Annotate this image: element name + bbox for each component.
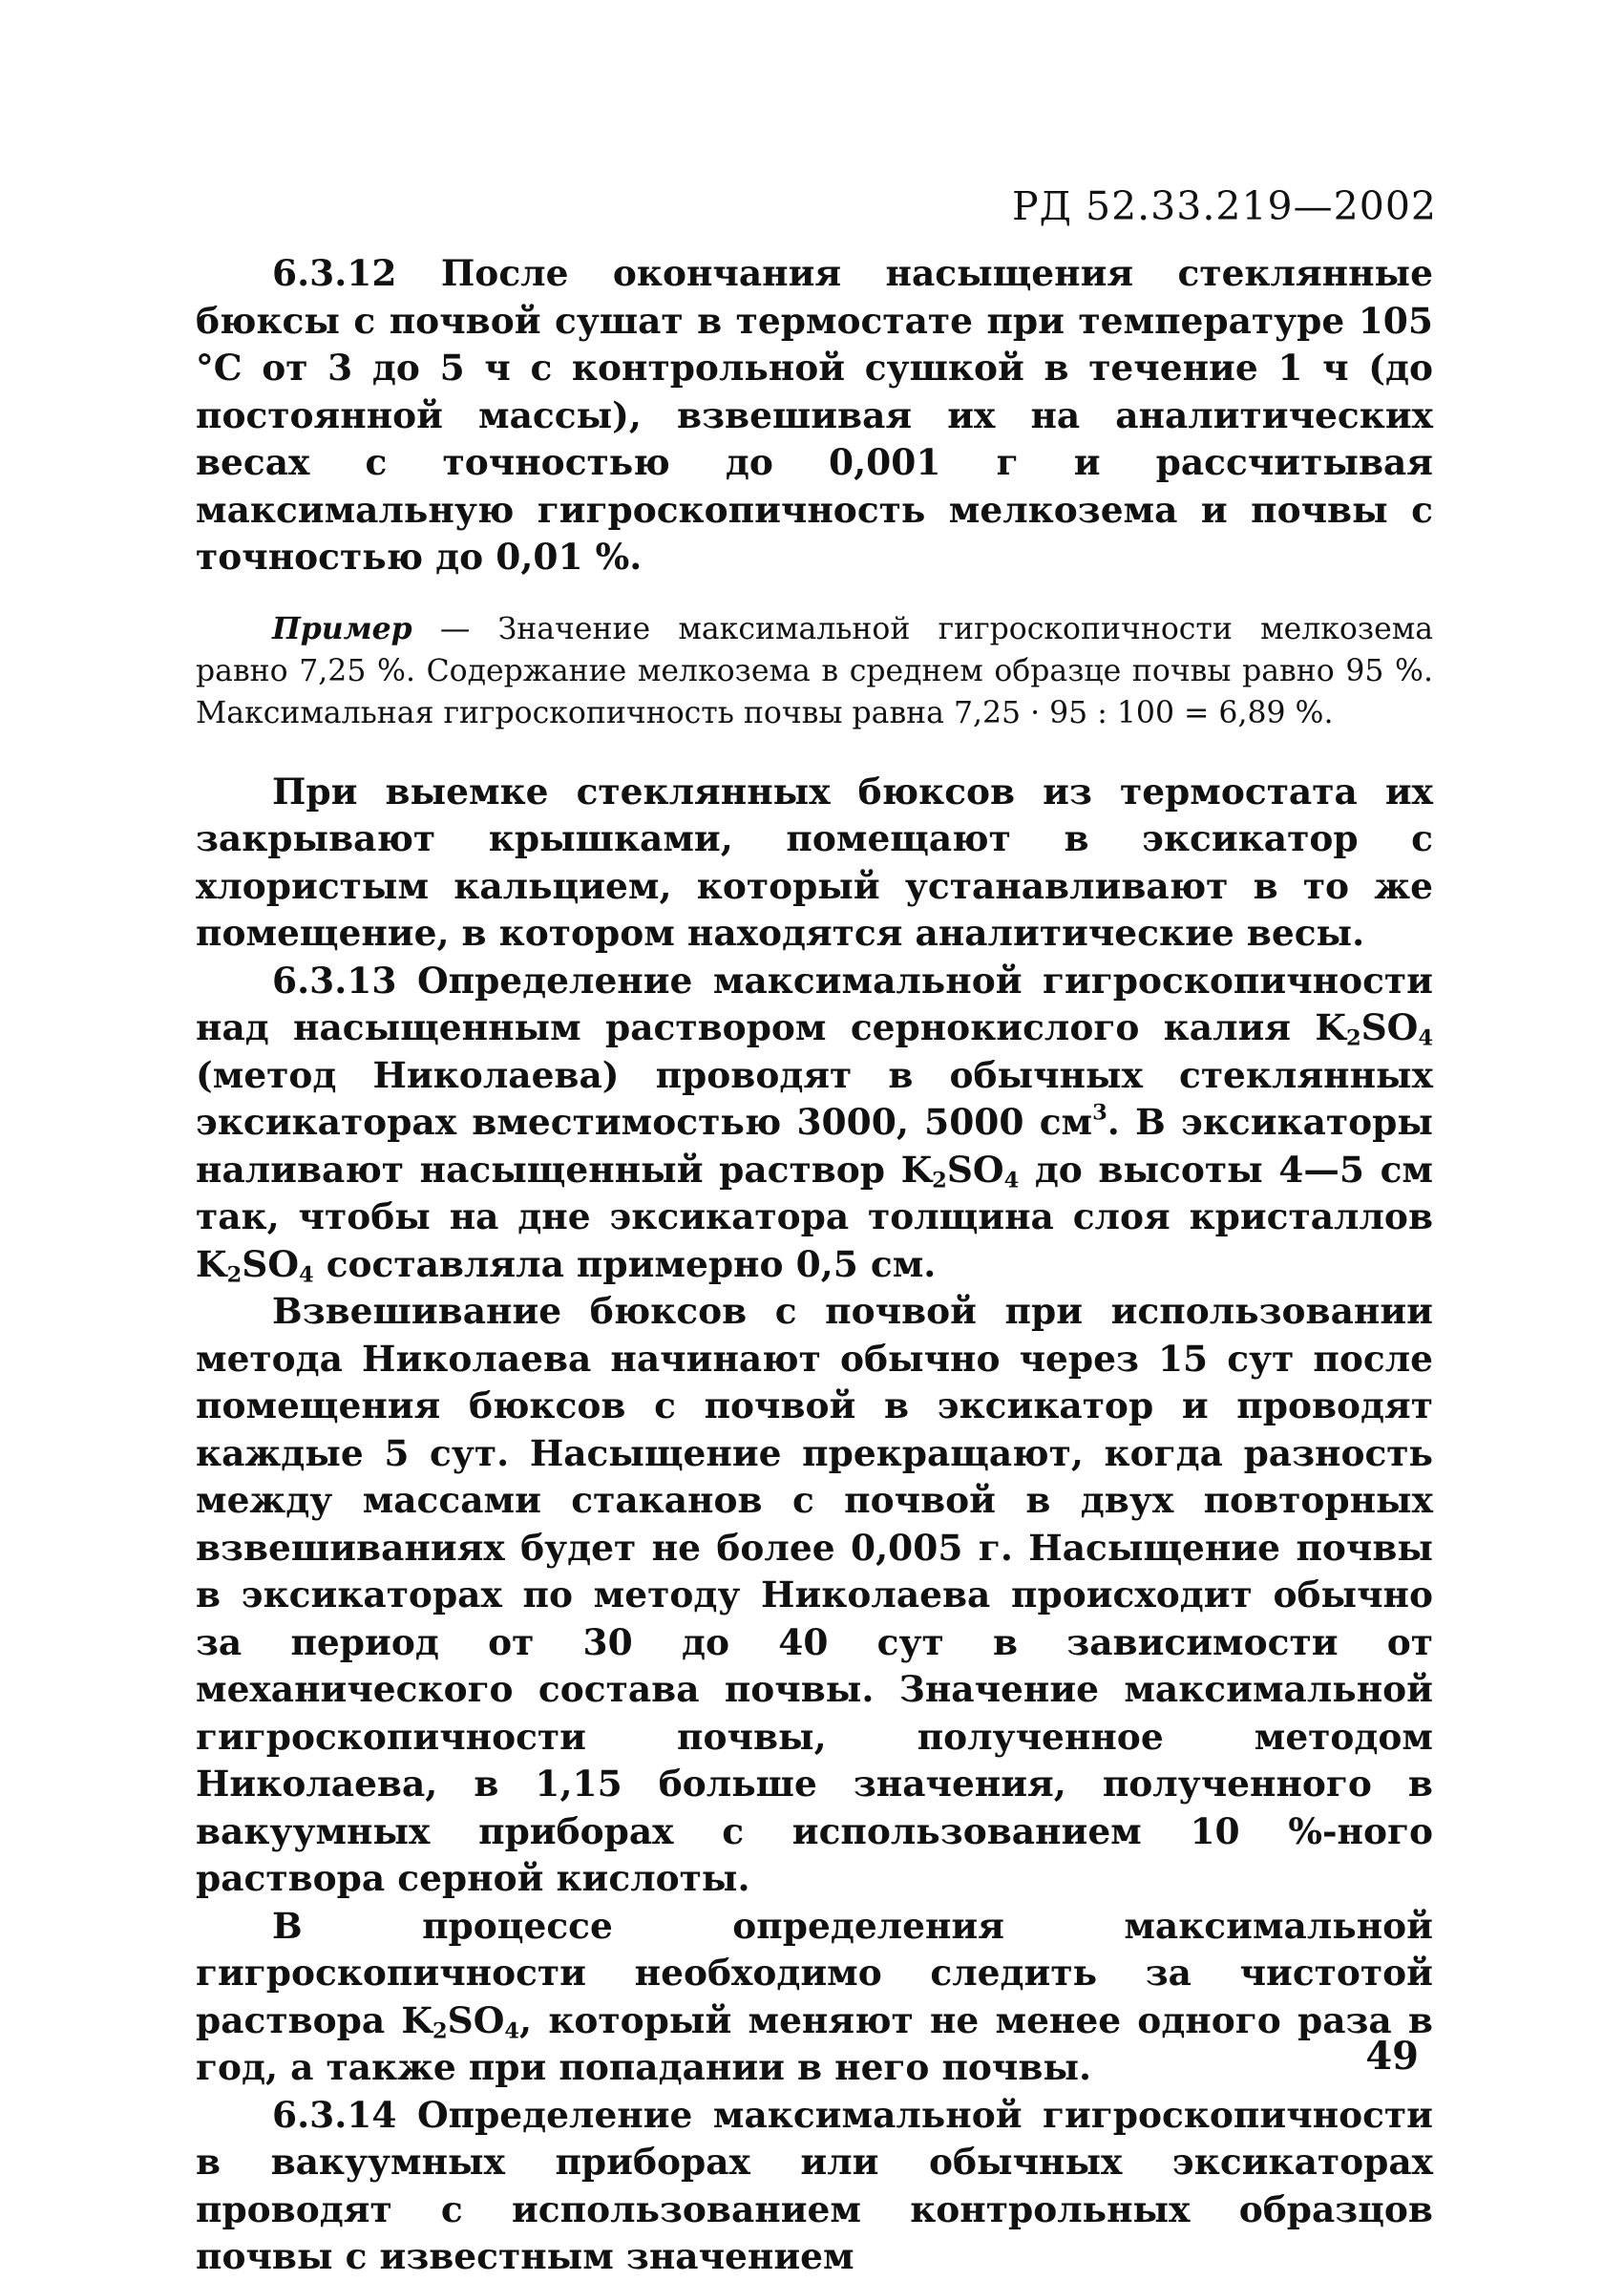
text-run: 6.3.13 Определение максимальной гигроскопичности над насыщенным раствором сернокислого калия K bbox=[196, 959, 1433, 1048]
text-run: SO bbox=[1360, 1006, 1419, 1048]
subscript: 4 bbox=[299, 1262, 314, 1288]
text-run: составляла примерно 0,5 см. bbox=[313, 1242, 937, 1285]
page-number: 49 bbox=[1365, 2034, 1419, 2079]
text-run: SO bbox=[447, 1998, 505, 2041]
subscript: 4 bbox=[1418, 1025, 1433, 1051]
text-run: до высоты 4—5 см так, чтобы на дне эксикатора толщина слоя кристаллов K bbox=[196, 1148, 1433, 1285]
subscript: 4 bbox=[504, 2018, 520, 2044]
subscript: 2 bbox=[932, 1168, 947, 1193]
document-body bbox=[196, 250, 1433, 2281]
subscript: 2 bbox=[1345, 1025, 1361, 1051]
text-run: SO bbox=[946, 1148, 1004, 1191]
example-text: — Значение максимальной гигроскопичности мелкозема равно 7,25 %. Содержание мелкозема в среднем образце почвы равно 95 %. Максимальная гигроскопичность почвы равна 7,25 · 95 : 100 = 6,89 %. bbox=[196, 611, 1433, 730]
superscript: 3 bbox=[1092, 1100, 1107, 1126]
subscript: 4 bbox=[1003, 1168, 1020, 1193]
text-run: В процессе определения максимальной гигроскопичности необходимо следить за чистотой раствора K bbox=[196, 1904, 1433, 2041]
example-block bbox=[196, 608, 1433, 734]
paragraph-6-3-13 bbox=[196, 958, 1433, 1289]
paragraph-weighing: Взвешивание бюксов с почвой при использовании метода Николаева начинают обычно через 15 сут после помещения бюксов с почвой в эксикатор и проводят каждые 5 сут. Насыщение прекращают, когда разность между массами стаканов с почвой в двух повторных взвешиваниях будет не более 0,005 г. Насыщение почвы в эксикаторах по методу Николаева происходит обычно за период от 30 до 40 сут в зависимости от механического состава почвы. Значение максимальной гигроскопичности почвы, полученное методом Николаева, в 1,15 больше значения, полученного в вакуумных приборах с использованием 10 %-ного раствора серной кислоты. bbox=[196, 1290, 1433, 1899]
paragraph-6-3-12: 6.3.12 После окончания насыщения стеклянные бюксы с почвой сушат в термостате при температуре 105 °С от 3 до 5 ч с контрольной сушкой в течение 1 ч (до постоянной массы), взвешивая их на аналитических весах с точностью до 0,001 г и рассчитывая максимальную гигроскопичность мелкозема и почвы с точностью до 0,01 %. bbox=[196, 252, 1433, 578]
paragraph-solution-purity bbox=[196, 1903, 1433, 2092]
paragraph-desiccator: При выемке стеклянных бюксов из термостата их закрывают крышками, помещают в эксикатор с хлористым кальцием, который устанавливают в то же помещение, в котором находятся аналитические весы. bbox=[196, 770, 1433, 954]
paragraph-6-3-14: 6.3.14 Определение максимальной гигроскопичности в вакуумных приборах или обычных эксикаторах проводят с использованием контрольных образцов почвы с известным значением bbox=[196, 2093, 1433, 2277]
text-run: , который меняют не менее одного раза в год, а также при попадании в него почвы. bbox=[196, 1998, 1433, 2088]
subscript: 2 bbox=[226, 1262, 243, 1288]
text-run: SO bbox=[242, 1242, 299, 1285]
text-run: (метод Николаева) проводят в обычных стеклянных эксикаторах вместимостью 3000, 5000 см bbox=[196, 1053, 1433, 1143]
document-header: РД 52.33.219—2002 bbox=[1012, 183, 1437, 229]
subscript: 2 bbox=[432, 2018, 448, 2044]
example-lead: Пример bbox=[272, 610, 412, 646]
text-run: . В эксикаторы наливают насыщенный раствор K bbox=[196, 1101, 1433, 1191]
